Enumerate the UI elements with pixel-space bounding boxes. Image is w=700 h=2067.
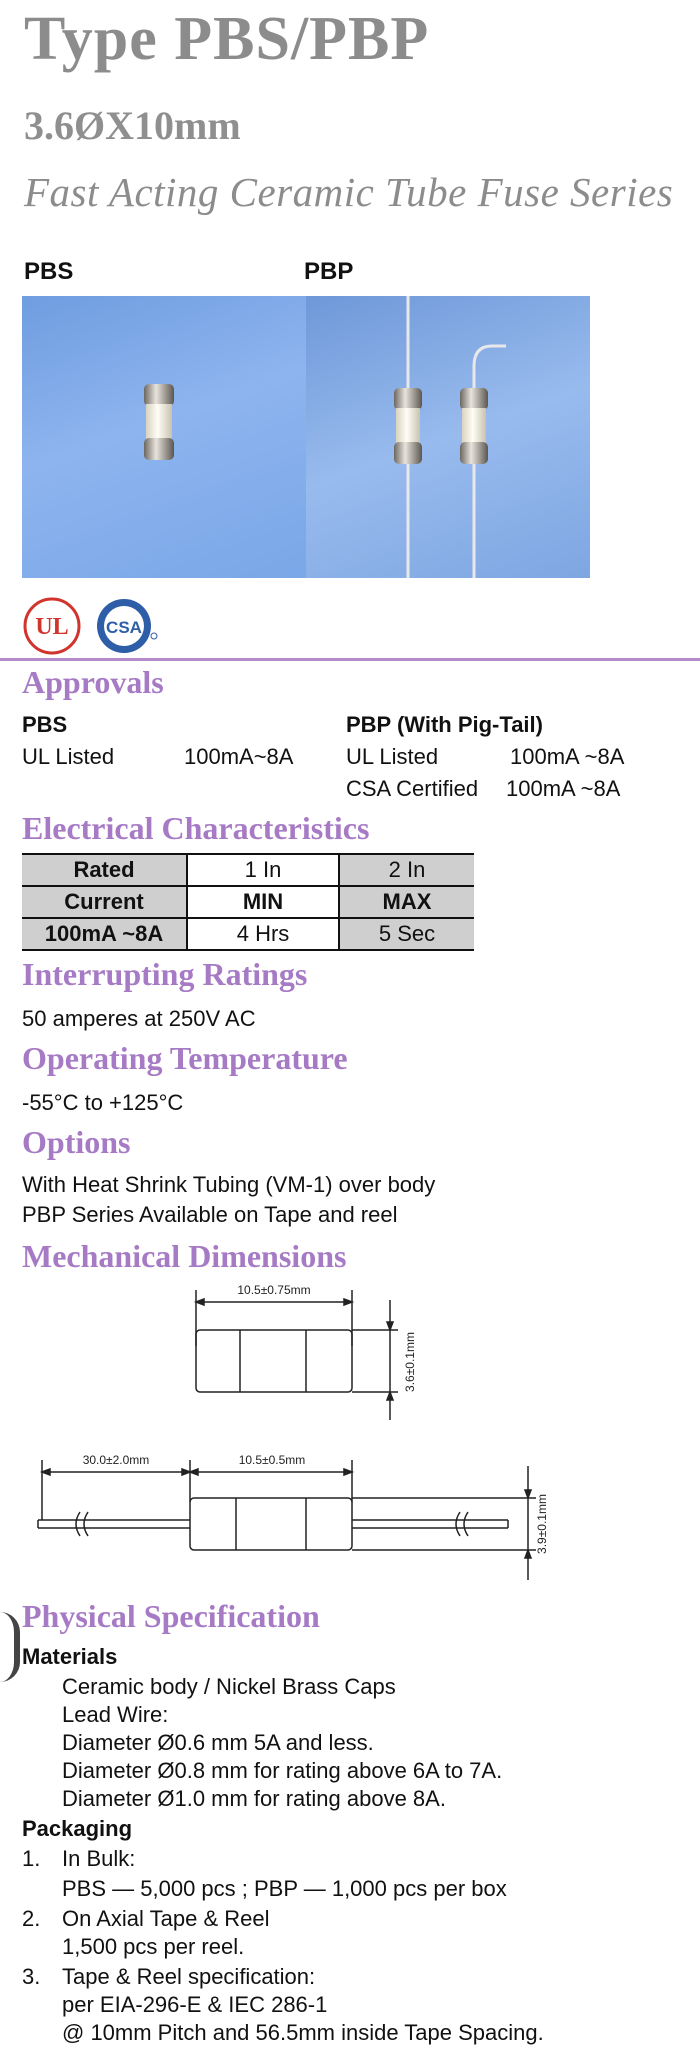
pbs-photo [22, 296, 306, 578]
pbs-label: PBS [24, 258, 74, 285]
approvals-heading: Approvals [22, 664, 164, 700]
ec-row-2: 5 Sec [339, 918, 474, 950]
electrical-table [22, 853, 474, 951]
electrical-heading: Electrical Characteristics [22, 810, 370, 846]
pack-1-line-2: PBS — 5,000 pcs ; PBP — 1,000 pcs per box [62, 1876, 507, 1901]
options-line-2: PBP Series Available on Tape and reel [22, 1202, 398, 1227]
ec-h2-0: Current [22, 886, 187, 918]
approvals-pbp-ul: UL Listed [346, 744, 439, 769]
approvals-pbp-ul-range: 100mA ~8A [510, 744, 625, 769]
approvals-pbp-csa-range: 100mA ~8A [506, 776, 621, 801]
csa-logo-text: CSA [106, 618, 142, 637]
dim-lead: 30.0±2.0mm [82, 1453, 150, 1467]
series-title: Fast Acting Ceramic Tube Fuse Series [24, 169, 674, 215]
operating-heading: Operating Temperature [22, 1040, 348, 1076]
materials-title: Materials [22, 1644, 118, 1669]
page-title: Type PBS/PBP [24, 5, 430, 73]
materials-line-2: Lead Wire: [62, 1702, 169, 1727]
pack-1-num: 1. [22, 1846, 41, 1871]
pbp-label: PBP [304, 258, 354, 285]
pack-3-line-3: @ 10mm Pitch and 56.5mm inside Tape Spacing. [62, 2020, 544, 2045]
ec-h2-1: MIN [187, 886, 339, 918]
approvals-pbs-ul: UL Listed [22, 744, 115, 769]
pack-2-num: 2. [22, 1906, 41, 1931]
materials-line-4: Diameter Ø0.8 mm for rating above 6A to 7A. [62, 1758, 503, 1783]
ec-h1-0: Rated [22, 854, 187, 886]
csa-logo-icon [94, 596, 158, 656]
mechanical-heading: Mechanical Dimensions [22, 1238, 347, 1274]
pbp-fuse-image [306, 296, 590, 578]
pack-3-line-1: Tape & Reel specification: [62, 1964, 316, 1989]
mechanical-drawing [0, 1280, 700, 1600]
operating-text: -55°C to +125°C [22, 1090, 184, 1115]
pack-2-line-1: On Axial Tape & Reel [62, 1906, 270, 1931]
pack-3-num: 3. [22, 1964, 41, 1989]
approvals-pbp-title: PBP (With Pig-Tail) [346, 712, 543, 737]
pbp-photo [306, 296, 590, 578]
dim-length-1: 10.5±0.75mm [237, 1283, 311, 1297]
dim-diameter-1: 3.6±0.1mm [403, 1332, 417, 1392]
ec-row-1: 4 Hrs [187, 918, 339, 950]
materials-line-3: Diameter Ø0.6 mm 5A and less. [62, 1730, 374, 1755]
approvals-pbs-ul-range: 100mA~8A [184, 744, 294, 769]
dim-length-2: 10.5±0.5mm [238, 1453, 306, 1467]
dim-diameter-2: 3.9±0.1mm [535, 1494, 549, 1554]
pack-2-line-2: 1,500 pcs per reel. [62, 1934, 245, 1959]
ec-h1-1: 1 In [187, 854, 339, 886]
pack-1-line-1: In Bulk: [62, 1846, 136, 1871]
ul-logo-text: UL [35, 614, 69, 640]
packaging-title: Packaging [22, 1816, 133, 1841]
approvals-pbp-csa: CSA Certified [346, 776, 479, 801]
approvals-pbs-title: PBS [22, 712, 68, 737]
pack-3-line-2: per EIA-296-E & IEC 286-1 [62, 1992, 328, 2017]
physical-heading: Physical Specification [22, 1598, 320, 1634]
materials-line-5: Diameter Ø1.0 mm for rating above 8A. [62, 1786, 446, 1811]
size-title: 3.6ØX10mm [24, 103, 241, 148]
options-heading: Options [22, 1124, 131, 1160]
interrupting-heading: Interrupting Ratings [22, 956, 308, 992]
ul-logo-icon [22, 596, 82, 656]
materials-line-1: Ceramic body / Nickel Brass Caps [62, 1674, 396, 1699]
ec-h2-2: MAX [339, 886, 474, 918]
interrupting-text: 50 amperes at 250V AC [22, 1006, 256, 1031]
ec-row-0: 100mA ~8A [22, 918, 187, 950]
pbs-fuse-image [22, 296, 306, 578]
page-edge-mark [0, 1612, 20, 1682]
ec-h1-2: 2 In [339, 854, 474, 886]
section-divider [0, 658, 700, 661]
options-line-1: With Heat Shrink Tubing (VM-1) over body [22, 1172, 436, 1197]
